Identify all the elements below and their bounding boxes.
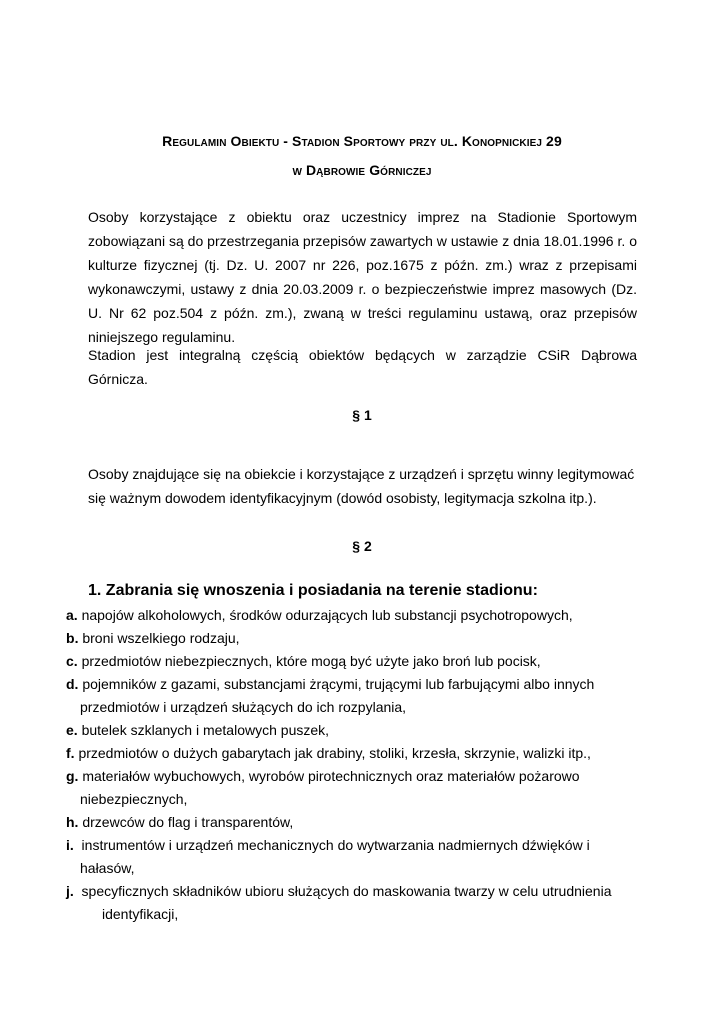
list-item-label: i. xyxy=(66,837,74,853)
list-item-text: przedmiotów o dużych gabarytach jak drabiny, stoliki, krzesła, skrzynie, walizki itp., xyxy=(74,745,591,761)
list-item-label: a xyxy=(66,607,74,623)
list-item-text-continued: hałasów, xyxy=(80,860,135,876)
list-item xyxy=(66,673,646,719)
intro-paragraph: Osoby korzystające z obiektu oraz uczestnicy imprez na Stadionie Sportowym zobowiązani są do przestrzegania przepisów zawartych w ustawie z dnia 18.01.1996 r. o kulturze fizycznej (tj. Dz. U. 2007 nr 226, poz.1675 z późn. zm.) wraz z przepisami wykonawczymi, ustawy z dnia 20.03.2009 r. o bezpieczeństwie imprez masowych (Dz. U. Nr 62 poz.504 z późn. zm.), zwaną w treści regulaminu ustawą, oraz przepisów niniejszego regulaminu. xyxy=(88,209,637,345)
section-1-heading: § 1 xyxy=(352,407,372,423)
list-item-text-continued: identyfikacji, xyxy=(102,906,179,922)
list-item-text: specyficznych składników ubioru służących do maskowania twarzy w celu utrudnienia xyxy=(73,883,612,899)
list-item-label: f. xyxy=(66,745,75,761)
list-item: b. broni wszelkiego rodzaju, xyxy=(66,630,240,646)
list-item-label: d. xyxy=(66,676,79,692)
list-item-label: e. xyxy=(66,722,78,738)
list-item-text: drzewców do flag i transparentów, xyxy=(78,814,294,830)
list-item-label: b xyxy=(66,630,75,646)
list-item xyxy=(66,650,646,673)
list-item-text: przedmiotów niebezpiecznych, które mogą być użyte jako broń lub pocisk, xyxy=(77,653,541,669)
section-2-subheading: 1. Zabrania się wnoszenia i posiadania na terenie stadionu: xyxy=(88,582,538,599)
list-item-label: c. xyxy=(66,653,78,669)
list-item xyxy=(66,742,646,765)
list-item-label: h. xyxy=(66,814,79,830)
document-title-location: w Dąbrowie Górniczej xyxy=(292,162,432,178)
section-1-text: Osoby znajdujące się na obiekcie i korzystające z urządzeń i sprzętu winny legitymować się ważnym dowodem identyfikacyjnym (dowód osobisty, legitymacja szkolna itp.). xyxy=(88,466,635,506)
list-item-label: j. xyxy=(66,883,74,899)
list-item xyxy=(66,765,646,811)
list-item-text: butelek szklanych i metalowych puszek, xyxy=(77,722,330,738)
intro-paragraph-2: Stadion jest integralną częścią obiektów będących w zarządzie CSiR Dąbrowa Górnicza. xyxy=(88,347,637,387)
list-item-text: instrumentów i urządzeń mechanicznych do wytwarzania nadmiernych dźwięków i xyxy=(73,837,590,853)
list-item-text: materiałów wybuchowych, wyrobów pirotechnicznych oraz materiałów pożarowo xyxy=(78,768,580,784)
list-item xyxy=(66,880,646,926)
list-item: a. napojów alkoholowych, środków odurzających lub substancji psychotropowych, xyxy=(66,607,573,623)
document-title: Regulamin Obiektu - Stadion Sportowy przy ul. Konopnickiej 29 xyxy=(162,133,562,149)
list-item-text: broni wszelkiego rodzaju, xyxy=(78,630,240,646)
list-item xyxy=(66,719,646,742)
list-item-text: pojemników z gazami, substancjami żrącymi, trującymi lub farbującymi albo innych xyxy=(78,676,595,692)
list-item-label: g. xyxy=(66,768,79,784)
list-item-text-continued: niebezpiecznych, xyxy=(80,791,188,807)
list-item xyxy=(66,811,646,834)
list-item-text-continued: przedmiotów i urządzeń służących do ich rozpylania, xyxy=(80,699,407,715)
list-item-text: napojów alkoholowych, środków odurzających lub substancji psychotropowych, xyxy=(77,607,573,623)
section-2-heading: § 2 xyxy=(352,538,372,554)
list-item xyxy=(66,834,646,880)
